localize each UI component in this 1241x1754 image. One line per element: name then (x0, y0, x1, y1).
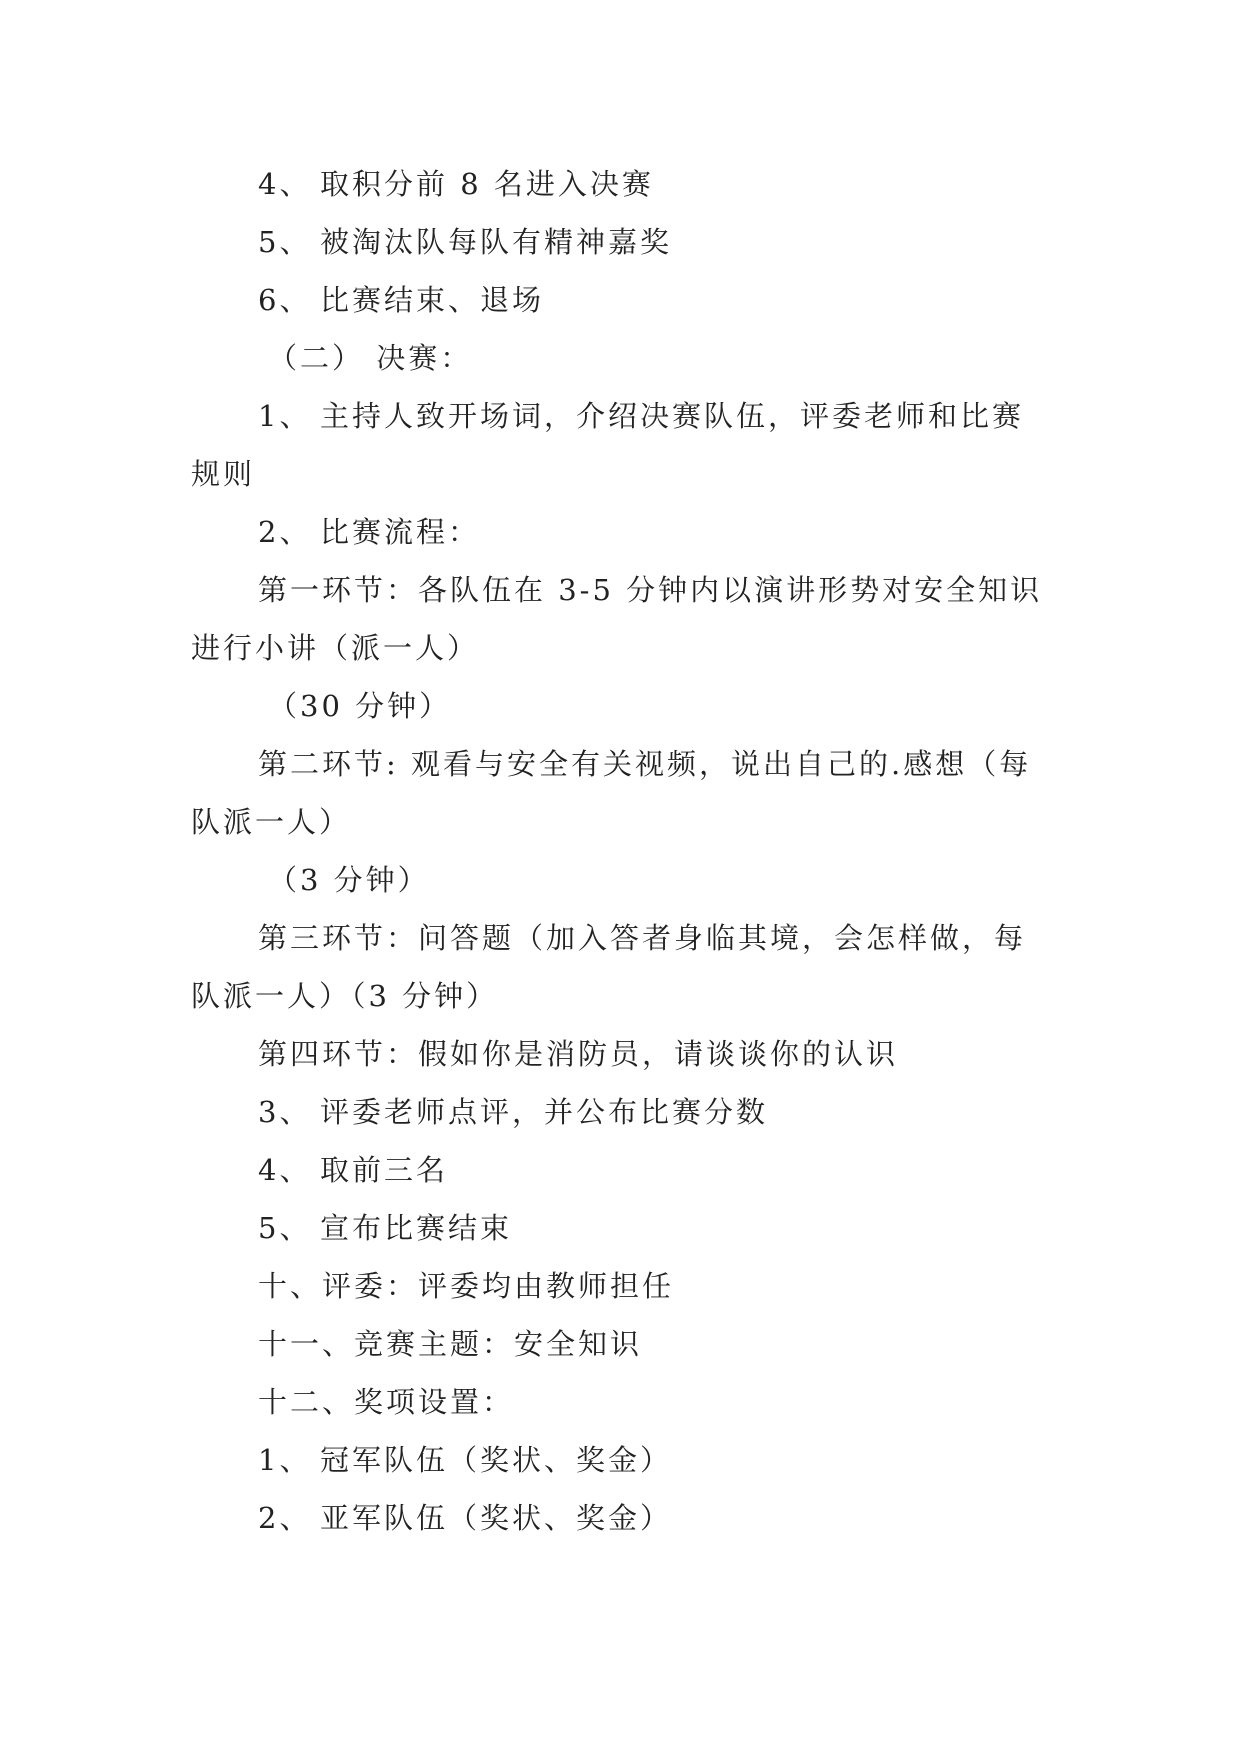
item-text: 主持人致开场词，介绍决赛队伍，评委老师和比赛 (320, 399, 1025, 433)
list-item (258, 1431, 1138, 1489)
section-heading (258, 1257, 1138, 1315)
heading-text: 十、评委：评委均由教师担任 (258, 1269, 675, 1303)
paragraph-line (258, 735, 1138, 793)
list-item (258, 1141, 1138, 1199)
item-text: 评委老师点评，并公布比赛分数 (320, 1095, 769, 1129)
heading-text: 十二、奖项设置： (258, 1385, 515, 1419)
item-number: 5、 (258, 225, 312, 259)
item-number: 2、 (258, 1501, 312, 1535)
paragraph-line (191, 967, 1071, 1025)
paragraph-line (258, 1025, 1138, 1083)
item-text: 比赛流程： (320, 515, 481, 549)
line-text: 第四环节：假如你是消防员，请谈谈你的认识 (258, 1037, 899, 1071)
item-number: 2、 (258, 515, 312, 549)
line-text: 第一环节：各队伍在 3-5 分钟内以演讲形势对安全知识 (258, 573, 1043, 607)
paragraph-line (268, 851, 1148, 909)
item-text: 宣布比赛结束 (320, 1211, 513, 1245)
item-number: 3、 (258, 1095, 312, 1129)
item-number: 4、 (258, 167, 312, 201)
item-number: 6、 (258, 283, 312, 317)
list-item (258, 213, 1138, 271)
item-text: 取积分前 8 名进入决赛 (320, 167, 654, 201)
section-heading (258, 1315, 1138, 1373)
paragraph-line (258, 909, 1138, 967)
paragraph-line (191, 793, 1071, 851)
list-item (258, 1489, 1138, 1547)
line-text: 第三环节：问答题（加入答者身临其境，会怎样做，每 (258, 921, 1027, 955)
line-text: （30 分钟） (268, 689, 452, 723)
item-text: 冠军队伍（奖状、奖金） (320, 1443, 673, 1477)
list-item (258, 1199, 1138, 1257)
line-text: 队派一人）（3 分钟） (191, 979, 499, 1013)
paragraph-line (191, 445, 1071, 503)
item-text: 比赛结束、退场 (320, 283, 545, 317)
item-number: 5、 (258, 1211, 312, 1245)
section-heading (268, 329, 1148, 387)
heading-text: 十一、竞赛主题：安全知识 (258, 1327, 643, 1361)
item-number: 4、 (258, 1153, 312, 1187)
item-number: 1、 (258, 1443, 312, 1477)
list-item (258, 503, 1138, 561)
paragraph-line (258, 561, 1138, 619)
list-item (258, 155, 1138, 213)
line-text: （3 分钟） (268, 863, 430, 897)
line-text: 进行小讲（派一人） (191, 631, 480, 665)
paragraph-line (191, 619, 1071, 677)
section-heading (258, 1373, 1138, 1431)
list-item (258, 1083, 1138, 1141)
heading-text: （二） 决赛： (268, 341, 473, 375)
line-text: 队派一人） (191, 805, 352, 839)
item-text: 亚军队伍（奖状、奖金） (320, 1501, 673, 1535)
item-text: 被淘汰队每队有精神嘉奖 (320, 225, 673, 259)
list-item (258, 387, 1138, 445)
line-text: 第二环节: 观看与安全有关视频，说出自己的.感想（每 (258, 747, 1032, 781)
line-text: 规则 (191, 457, 256, 491)
list-item (258, 271, 1138, 329)
item-number: 1、 (258, 399, 312, 433)
paragraph-line (268, 677, 1148, 735)
item-text: 取前三名 (320, 1153, 449, 1187)
